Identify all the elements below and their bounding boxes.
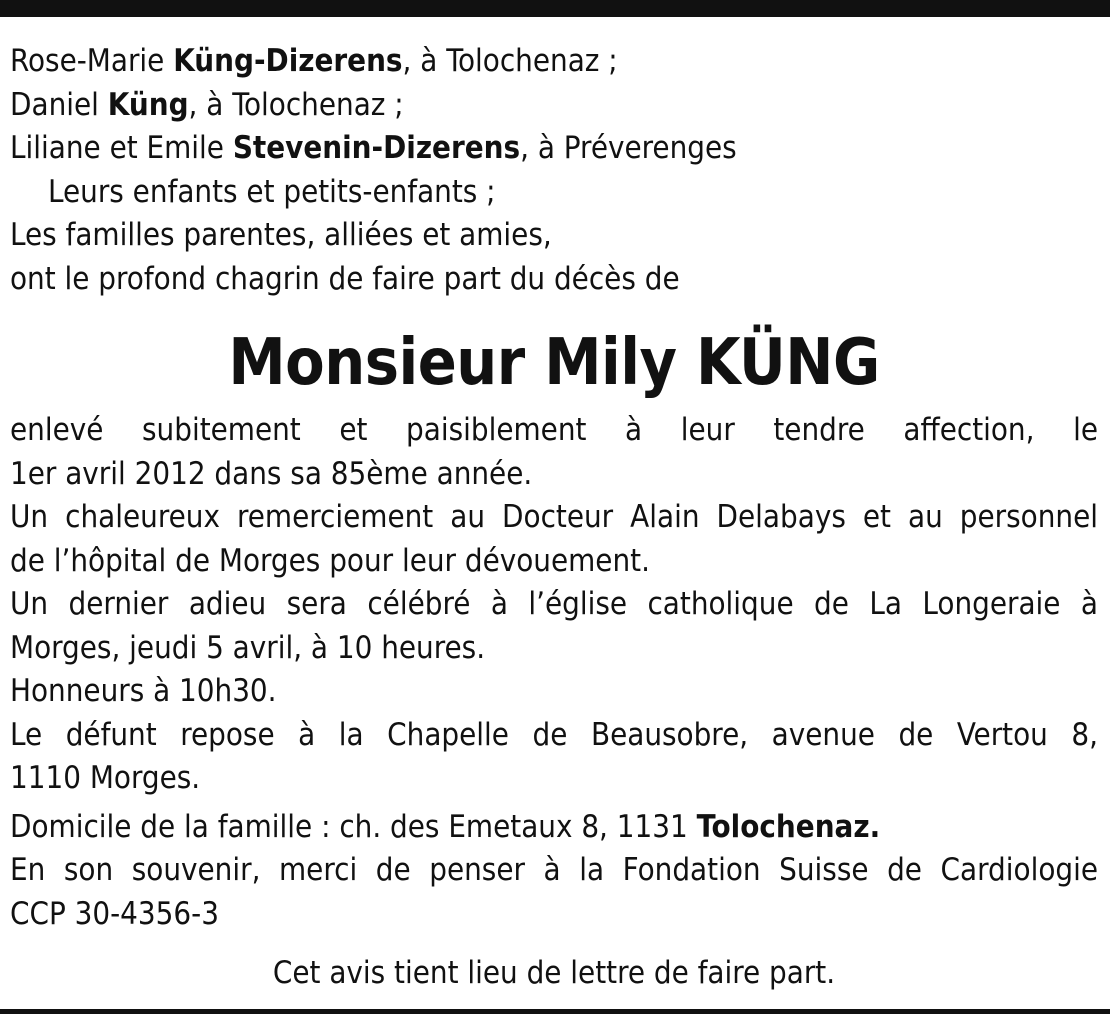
bottom-rule	[0, 1009, 1110, 1014]
top-rule	[0, 0, 1110, 17]
family-name-bold: Stevenin-Dizerens	[232, 130, 521, 166]
body-paragraph-7-line-1: En son souvenir, merci de penser à la Fondation Suisse de Cardiologie	[10, 852, 1098, 888]
footer-note: Cet avis tient lieu de lettre de faire part.	[272, 955, 836, 991]
domicile-text: Domicile de la famille : ch. des Emetaux 8, 1131	[10, 808, 697, 845]
announcement-line: ont le profond chagrin de faire part du décès de	[10, 260, 680, 297]
body-paragraph-3-line-2: Morges, jeudi 5 avril, à 10 heures.	[10, 629, 486, 666]
body-paragraph-1-line-1: enlevé subitement et paisiblement à leur tendre affection, le	[10, 412, 1098, 448]
family-line-liliane-emile	[10, 127, 1098, 171]
body-paragraph-5-line-2: 1110 Morges.	[10, 760, 201, 796]
family-name-bold: Küng	[107, 86, 189, 123]
deceased-name-title: Monsieur Mily KÜNG	[228, 326, 880, 400]
family-line-prefix: Rose-Marie	[10, 43, 174, 79]
body-paragraph-2-line-1: Un chaleureux remerciement au Docteur Alain Delabays et au personnel	[10, 499, 1098, 535]
family-line-prefix: Daniel	[10, 86, 108, 123]
body-paragraph-2-line-2: de l’hôpital de Morges pour leur dévouement.	[10, 542, 650, 579]
family-line-suffix: , à Tolochenaz ;	[188, 86, 404, 123]
family-line-suffix: , à Préverenges	[520, 130, 737, 166]
family-line-daniel	[10, 84, 1098, 128]
family-line-prefix: Liliane et Emile	[10, 130, 233, 166]
domicile-town-bold: Tolochenaz.	[696, 808, 881, 845]
body-paragraph-domicile	[10, 806, 1098, 850]
body-paragraph-7-line-2: CCP 30-4356-3	[10, 895, 219, 932]
body-paragraph-3-line-1: Un dernier adieu sera célébré à l’église catholique de La Longeraie à	[10, 586, 1098, 622]
family-line-relatives: Les familles parentes, alliées et amies,	[10, 217, 552, 253]
body-paragraph-honneurs: Honneurs à 10h30.	[10, 673, 277, 709]
family-line-rose-marie	[10, 40, 1098, 84]
family-name-bold: Küng-Dizerens	[173, 43, 403, 79]
family-line-descendants: Leurs enfants et petits-enfants ;	[48, 173, 496, 210]
body-paragraph-5-line-1: Le défunt repose à la Chapelle de Beausobre, avenue de Vertou 8,	[10, 716, 1098, 753]
family-line-suffix: , à Tolochenaz ;	[402, 43, 618, 79]
body-paragraph-1-line-2: 1er avril 2012 dans sa 85ème année.	[10, 455, 533, 492]
obituary-notice	[10, 40, 1098, 996]
